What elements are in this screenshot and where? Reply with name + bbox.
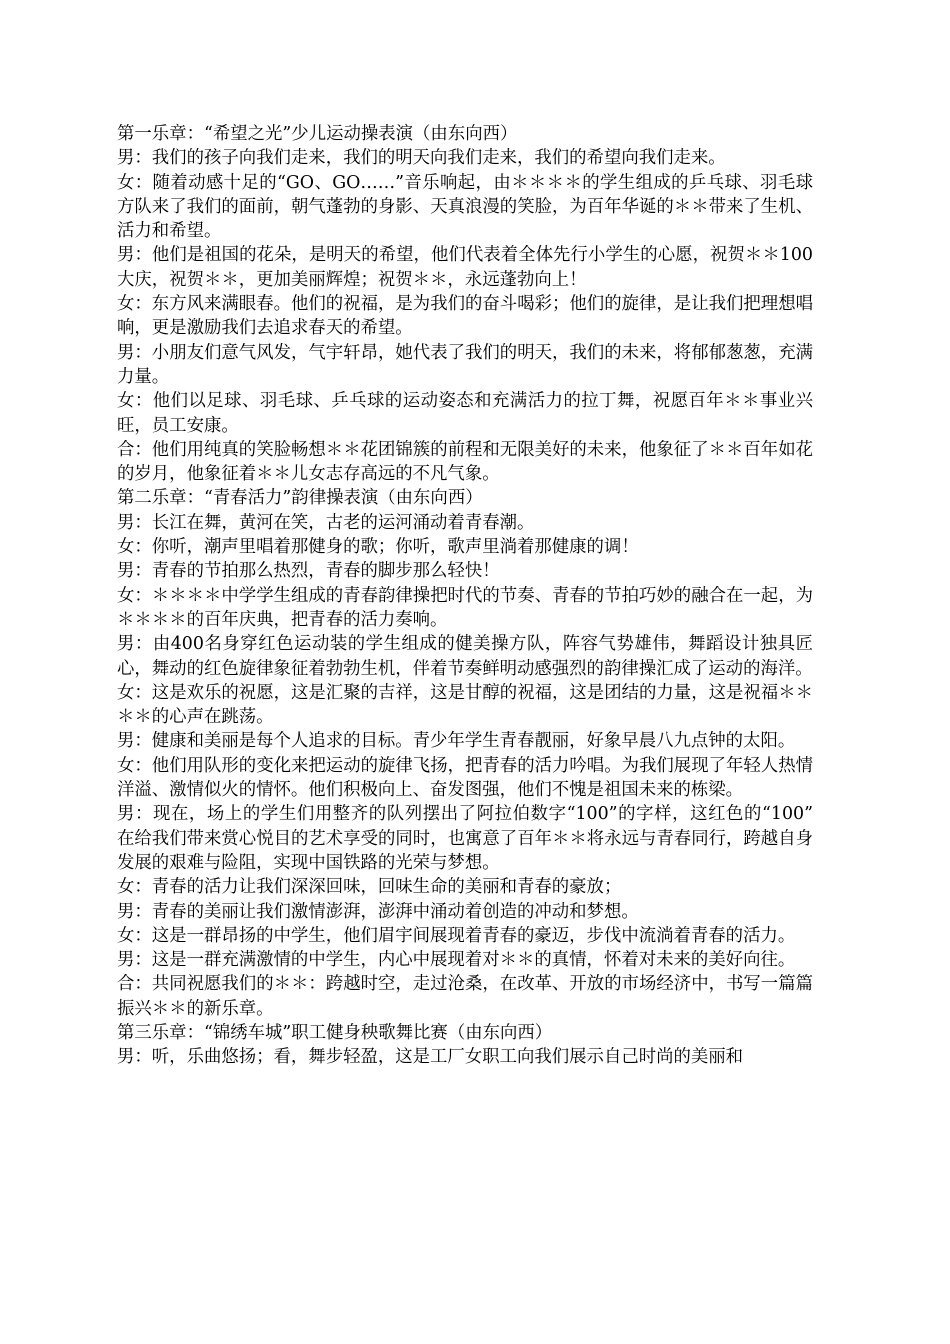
dialogue-line: 合：共同祝愿我们的＊＊：跨越时空，走过沧桑，在改革、开放的市场经济中，书写一篇篇振兴＊＊的新乐章。 (117, 974, 813, 1019)
dialogue-line: 合：他们用纯真的笑脸畅想＊＊花团锦簇的前程和无限美好的未来，他象征了＊＊百年如花的岁月，他象征着＊＊儿女志存高远的不凡气象。 (117, 439, 813, 485)
dialogue-line: 男：他们是祖国的花朵，是明天的希望，他们代表着全体先行小学生的心愿，祝贺＊＊100大庆，祝贺＊＊，更加美丽辉煌；祝贺＊＊，永远蓬勃向上！ (117, 245, 813, 290)
dialogue-line: 男：现在，场上的学生们用整齐的队列摆出了阿拉伯数字“100”的字样，这红色的“100” 在给我们带来赏心悦目的艺术享受的同时，也寓意了百年＊＊将永远与青春同行，跨越自身发展的艰难与险阻，实现中国铁路的光荣与梦想。 (117, 804, 813, 873)
dialogue-line: 男：我们的孩子向我们走来，我们的明天向我们走来，我们的希望向我们走来。 (117, 148, 726, 169)
document-body (117, 122, 813, 1070)
dialogue-line: 男：听，乐曲悠扬；看，舞步轻盈，这是工厂女职工向我们展示自己时尚的美丽和 (117, 1047, 744, 1068)
dialogue-line: 女：你听，潮声里唱着那健身的歌；你听，歌声里淌着那健康的调！ (117, 537, 639, 558)
dialogue-line: 女：他们用队形的变化来把运动的旋律飞扬，把青春的活力吟唱。为我们展现了年轻人热情洋溢、激情似火的情怀。他们积极向上、奋发图强，他们不愧是祖国未来的栋梁。 (117, 755, 813, 801)
dialogue-line: 男：青春的节拍那么热烈，青春的脚步那么轻快！ (117, 561, 500, 582)
dialogue-line: 女：随着动感十足的“GO、GO……”音乐响起，由＊＊＊＊的学生组成的乒乓球、羽毛球方队来了我们的面前，朝气蓬勃的身影、天真浪漫的笑脸，为百年华诞的＊＊带来了生机、活力和希望。 (117, 172, 813, 242)
dialogue-line: 女：＊＊＊＊中学学生组成的青春韵律操把时代的节奏、青春的节拍巧妙的融合在一起，为＊＊＊＊的百年庆典，把青春的活力奏响。 (117, 585, 813, 630)
chapter-heading-1: 第一乐章：“希望之光”少儿运动操表演（由东向西） (117, 124, 518, 144)
dialogue-line: 男：健康和美丽是每个人追求的目标。青少年学生青春靓丽，好象早晨八九点钟的太阳。 (117, 731, 796, 752)
dialogue-line: 男：由400名身穿红色运动装的学生组成的健美操方队，阵容气势雄伟，舞蹈设计独具匠心，舞动的红色旋律象征着勃勃生机，伴着节奏鲜明动感强烈的韵律操汇成了运动的海洋。 (117, 634, 813, 679)
dialogue-line: 男：这是一群充满激情的中学生，内心中展现着对＊＊的真情，怀着对未来的美好向往。 (117, 950, 796, 971)
chapter-heading-3: 第三乐章：“锦绣车城”职工健身秧歌舞比赛（由东向西） (117, 1022, 553, 1043)
dialogue-line: 女：青春的活力让我们深深回味，回味生命的美丽和青春的豪放； (117, 877, 622, 898)
dialogue-line: 男：青春的美丽让我们激情澎湃，澎湃中涌动着创造的冲动和梦想。 (117, 901, 639, 922)
dialogue-line: 男：长江在舞，黄河在笑，古老的运河涌动着青春潮。 (117, 512, 535, 533)
dialogue-line: 女：他们以足球、羽毛球、乒乓球的运动姿态和充满活力的拉丁舞，祝愿百年＊＊事业兴旺，员工安康。 (117, 391, 813, 436)
dialogue-line: 女：这是一群昂扬的中学生，他们眉宇间展现着青春的豪迈，步伐中流淌着青春的活力。 (117, 925, 796, 946)
dialogue-line: 女：东方风来满眼春。他们的祝福，是为我们的奋斗喝彩；他们的旋律，是让我们把理想唱响，更是激励我们去追求春天的希望。 (117, 294, 813, 339)
dialogue-line: 男：小朋友们意气风发，气宇轩昂，她代表了我们的明天，我们的未来，将郁郁葱葱，充满力量。 (117, 342, 813, 387)
dialogue-line: 女：这是欢乐的祝愿，这是汇聚的吉祥，这是甘醇的祝福，这是团结的力量，这是祝福＊＊＊＊的心声在跳荡。 (117, 682, 813, 728)
chapter-heading-2: 第二乐章：“青春活力”韵律操表演（由东向西） (117, 488, 483, 509)
